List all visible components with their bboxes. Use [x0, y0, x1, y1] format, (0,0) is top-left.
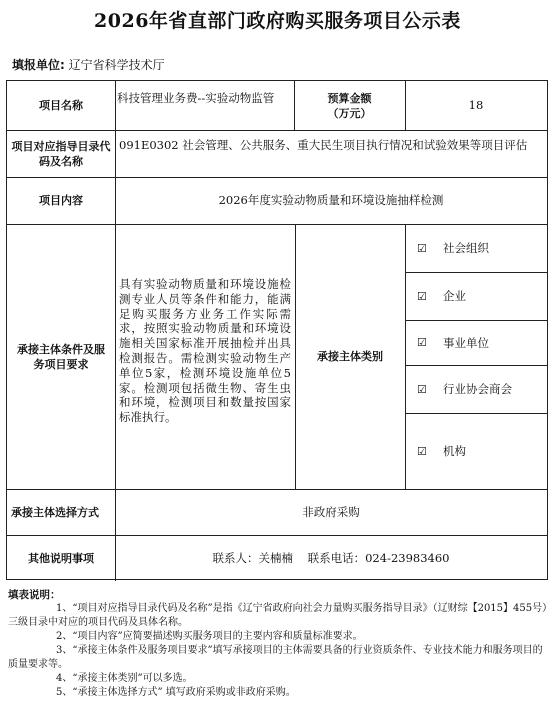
reporting-unit-value: 辽宁省科学技术厅 — [68, 58, 165, 72]
instruction-item: 4、“承接主体类别”可以多选。 — [56, 673, 193, 684]
checkbox-checked-icon: ☑ — [417, 289, 427, 303]
checkbox-checked-icon: ☑ — [417, 241, 427, 255]
reporting-unit-label: 填报单位: — [12, 58, 65, 72]
project-name-label: 项目名称 — [39, 99, 83, 112]
instruction-item: 5、“承接主体选择方式” 填写政府采购或非政府采购。 — [56, 687, 296, 698]
subject-type-label: 承接主体类别 — [317, 350, 383, 363]
checkbox-checked-icon: ☑ — [417, 382, 427, 396]
option-industry-association — [417, 365, 512, 413]
page-title: 2026年省直部门政府购买服务项目公示表 — [94, 10, 461, 32]
project-table — [6, 80, 548, 580]
requirements-label: 承接主体条件及服务项目要求 — [17, 342, 105, 371]
budget-label: 预算金额（万元） — [327, 91, 372, 120]
checkbox-checked-icon: ☑ — [417, 444, 427, 458]
option-agency — [417, 413, 466, 489]
catalog-label: 项目对应指导目录代码及名称 — [11, 139, 111, 168]
catalog-value: 091E0302 社会管理、公共服务、重大民生项目执行情况和试验效果等项目评估 — [119, 138, 528, 152]
content-label: 项目内容 — [39, 194, 83, 207]
instructions-title: 填表说明： — [8, 589, 61, 601]
instruction-item: 2、“项目内容”应简要描述购买服务项目的主要内容和质量标准要求。 — [56, 631, 363, 642]
checkbox-checked-icon: ☑ — [417, 336, 427, 349]
option-label: 事业单位 — [443, 335, 489, 350]
requirements-value: 具有实验动物质量和环境设施检测专业人员等条件和能力，能满足购买服务方业务工作实际需求，按照实验动物质量和环境设施相关国家标准开展抽检并出具检测报告。需检测实验动物生产单位5家，检测环境设施单位5家。检测项包括微生物、寄生虫和环境，检测项目和数量按国家标准执行。 — [119, 277, 291, 425]
option-label: 机构 — [443, 444, 466, 458]
reporting-unit — [12, 56, 165, 73]
content-value: 2026年度实验动物质量和环境设施抽样检测 — [218, 193, 444, 207]
contact-info: 联系人：关楠楠 联系电话：024-23983460 — [212, 550, 450, 565]
budget-value: 18 — [468, 98, 484, 112]
filling-instructions — [8, 588, 548, 700]
option-label: 社会组织 — [443, 241, 489, 255]
instruction-item: 1、“项目对应指导目录代码及名称”是指《辽宁省政府向社会力量购买服务指导目录》（辽财综【2015】455号）三级目录中对应的项目代码及具体名称。 — [8, 603, 548, 628]
instruction-item: 3、“承接主体条件及服务项目要求”填写承接项目的主体需要具备的行业资质条件、专业技术能力和服务项目的质量要求等。 — [8, 645, 543, 670]
option-label: 行业协会商会 — [443, 382, 512, 396]
project-name-value: 科技管理业务费--实验动物监管 — [117, 91, 275, 105]
option-enterprise — [417, 272, 466, 320]
selection-method-value: 非政府采购 — [302, 504, 360, 519]
option-public-institution — [417, 320, 489, 365]
other-notes-label: 其他说明事项 — [28, 551, 94, 565]
option-label: 企业 — [443, 289, 466, 303]
selection-method-label: 承接主体选择方式 — [11, 505, 99, 519]
option-social-org — [417, 224, 489, 272]
